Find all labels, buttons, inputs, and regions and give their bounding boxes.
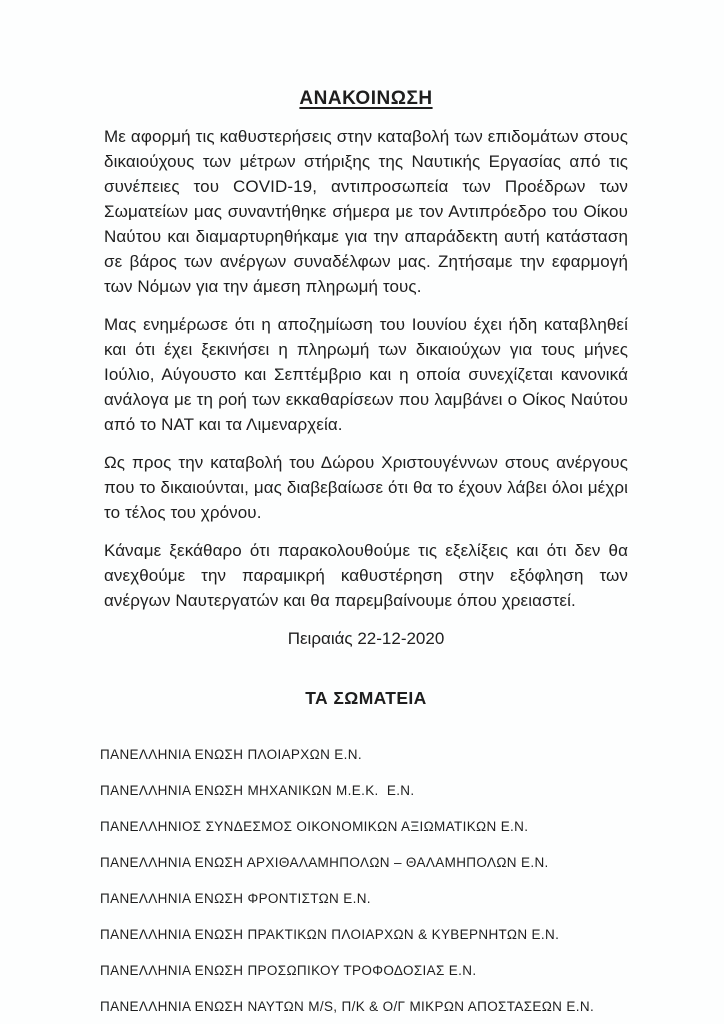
body-paragraph: Ως προς την καταβολή του Δώρου Χριστουγέννων στους ανέργους που το δικαιούνται, μας διαβεβαίωσε ότι θα το έχουν λάβει όλοι μέχρι το τέλος του χρόνου. bbox=[104, 453, 628, 522]
union-name: ΠΑΝΕΛΛΗΝΙΟΣ ΣΥΝΔΕΣΜΟΣ ΟΙΚΟΝΟΜΙΚΩΝ ΑΞΙΩΜΑΤΙΚΩΝ Ε.Ν. bbox=[100, 819, 529, 834]
unions-heading: ΤΑ ΣΩΜΑΤΕΙΑ bbox=[305, 688, 427, 708]
union-name: ΠΑΝΕΛΛΗΝΙΑ ΕΝΩΣΗ ΠΛΟΙΑΡΧΩΝ Ε.Ν. bbox=[100, 747, 362, 762]
union-name: ΠΑΝΕΛΛΗΝΙΑ ΕΝΩΣΗ ΦΡΟΝΤΙΣΤΩΝ Ε.Ν. bbox=[100, 891, 371, 906]
union-name: ΠΑΝΕΛΛΗΝΙΑ ΕΝΩΣΗ ΝΑΥΤΩΝ M/S, Π/Κ & Ο/Γ ΜΙΚΡΩΝ ΑΠΟΣΤΑΣΕΩΝ Ε.Ν. bbox=[100, 999, 595, 1014]
union-name: ΠΑΝΕΛΛΗΝΙΑ ΕΝΩΣΗ ΠΡΟΣΩΠΙΚΟΥ ΤΡΟΦΟΔΟΣΙΑΣ Ε.Ν. bbox=[100, 963, 477, 978]
dateline: Πειραιάς 22-12-2020 bbox=[287, 629, 445, 648]
union-name: ΠΑΝΕΛΛΗΝΙΑ ΕΝΩΣΗ ΜΗΧΑΝΙΚΩΝ Μ.Ε.Κ. Ε.Ν. bbox=[100, 783, 415, 798]
body-paragraph: Μας ενημέρωσε ότι η αποζημίωση του Ιουνίου έχει ήδη καταβληθεί και ότι έχει ξεκινήσει η πληρωμή των δικαιούχων για τους μήνες Ιούλιο, Αύγουστο και Σεπτέμβριο και η οποία συνεχίζεται κανονικά ανάλογα με τη ροή των εκκαθαρίσεων που λαμβάνει ο Οίκος Ναύτου από το ΝΑΤ και τα Λιμεναρχεία. bbox=[104, 315, 628, 434]
unions-list bbox=[100, 747, 628, 1014]
announcement-body bbox=[104, 124, 628, 613]
body-paragraph: Κάναμε ξεκάθαρο ότι παρακολουθούμε τις εξελίξεις και ότι δεν θα ανεχθούμε την παραμικρή καθυστέρηση στην εξόφληση των ανέργων Ναυτεργατών και θα παρεμβαίνουμε όπου χρειαστεί. bbox=[104, 541, 628, 610]
announcement-title bbox=[104, 88, 628, 110]
union-name: ΠΑΝΕΛΛΗΝΙΑ ΕΝΩΣΗ ΠΡΑΚΤΙΚΩΝ ΠΛΟΙΑΡΧΩΝ & ΚΥΒΕΡΝΗΤΩΝ Ε.Ν. bbox=[100, 927, 560, 942]
body-paragraph: Με αφορμή τις καθυστερήσεις στην καταβολή των επιδομάτων στους δικαιούχους των μέτρων στήριξης της Ναυτικής Εργασίας από τις συνέπειες του COVID-19, αντιπροσωπεία των Προέδρων των Σωματείων μας συναντήθηκε σήμερα με τον Αντιπρόεδρο του Οίκου Ναύτου και διαμαρτυρηθήκαμε για την απαράδεκτη αυτή κατάσταση σε βάρος των ανέργων συναδέλφων μας. Ζητήσαμε την εφαρμογή των Νόμων για την άμεση πληρωμή τους. bbox=[104, 127, 628, 296]
union-name: ΠΑΝΕΛΛΗΝΙΑ ΕΝΩΣΗ ΑΡΧΙΘΑΛΑΜΗΠΟΛΩΝ – ΘΑΛΑΜΗΠΟΛΩΝ Ε.Ν. bbox=[100, 855, 549, 870]
announcement-title-text: ΑΝΑΚΟΙΝΩΣΗ bbox=[299, 88, 433, 109]
